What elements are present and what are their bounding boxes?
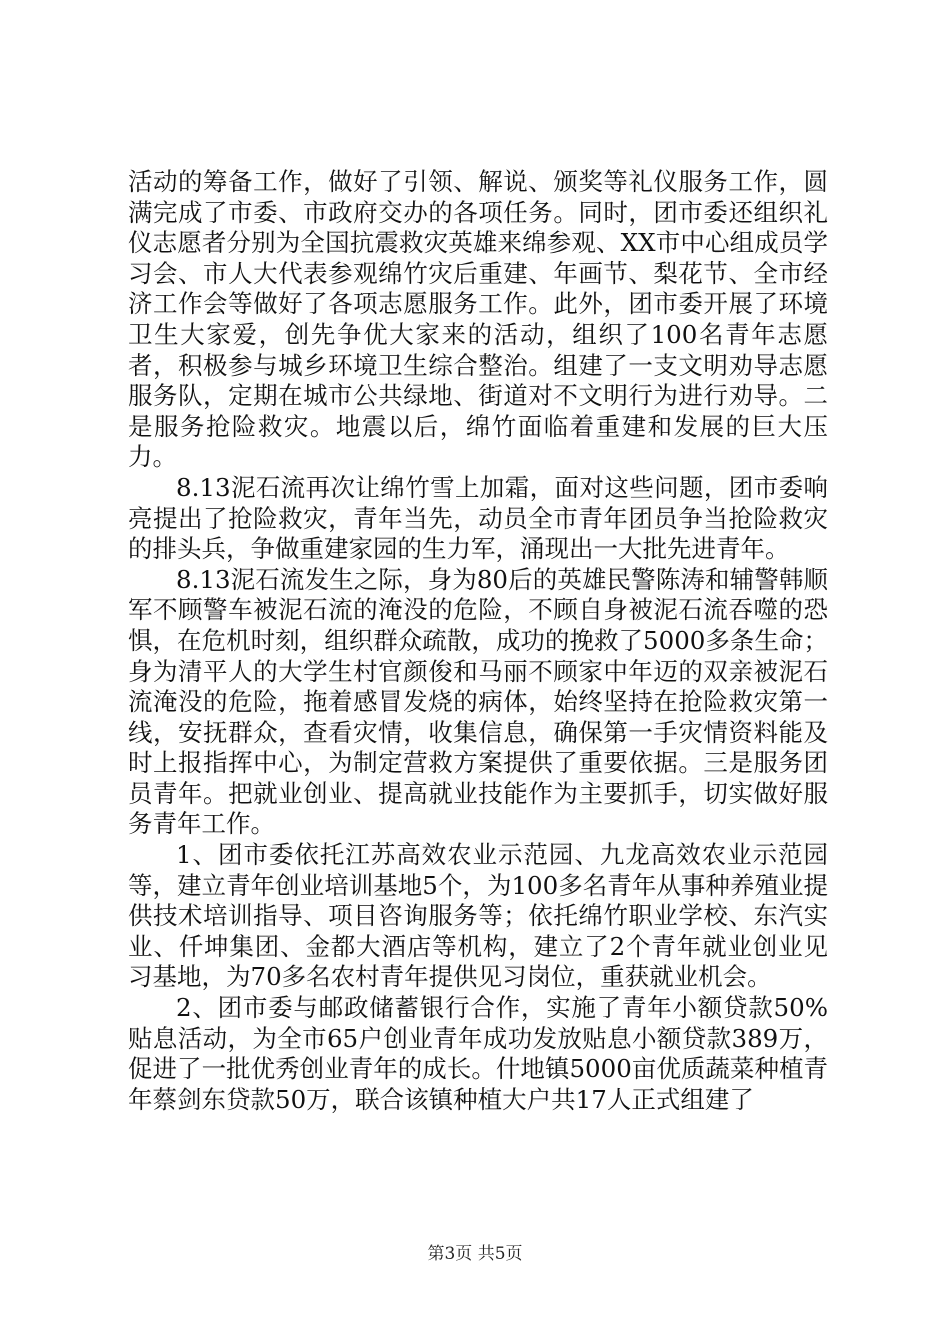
document-body (128, 167, 828, 1115)
paragraph-5: 2、团市委与邮政储蓄银行合作，实施了青年小额贷款50%贴息活动，为全市65户创业青年成功发放贴息小额贷款389万，促进了一批优秀创业青年的成长。什地镇5000亩优质蔬菜种植青年蔡剑东贷款50万，联合该镇种植大户共17人正式组建了 (128, 993, 828, 1114)
paragraph-3: 8.13泥石流发生之际，身为80后的英雄民警陈涛和辅警韩顺军不顾警车被泥石流的淹没的危险，不顾自身被泥石流吞噬的恐惧，在危机时刻，组织群众疏散，成功的挽救了5000多条生命；身为清平人的大学生村官颜俊和马丽不顾家中年迈的双亲被泥石流淹没的危险，拖着感冒发烧的病体，始终坚持在抢险救灾第一线，安抚群众，查看灾情，收集信息，确保第一手灾情资料能及时上报指挥中心，为制定营救方案提供了重要依据。三是服务团员青年。把就业创业、提高就业技能作为主要抓手，切实做好服务青年工作。 (128, 564, 828, 839)
paragraph-1: 活动的筹备工作，做好了引领、解说、颁奖等礼仪服务工作，圆满完成了市委、市政府交办的各项任务。同时，团市委还组织礼仪志愿者分别为全国抗震救灾英雄来绵参观、XX市中心组成员学习会、市人大代表参观绵竹灾后重建、年画节、梨花节、全市经济工作会等做好了各项志愿服务工作。此外，团市委开展了环境卫生大家爱，创先争优大家来的活动，组织了100名青年志愿者，积极参与城乡环境卫生综合整治。组建了一支文明劝导志愿服务队，定期在城市公共绿地、街道对不文明行为进行劝导。二是服务抢险救灾。地震以后，绵竹面临着重建和发展的巨大压力。 (128, 167, 828, 472)
paragraph-4: 1、团市委依托江苏高效农业示范园、九龙高效农业示范园等，建立青年创业培训基地5个，为100多名青年从事种养殖业提供技术培训指导、项目咨询服务等；依托绵竹职业学校、东汽实业、仟坤集团、金都大酒店等机构，建立了2个青年就业创业见习基地，为70多名农村青年提供见习岗位，重获就业机会。 (128, 840, 828, 992)
paragraph-2: 8.13泥石流再次让绵竹雪上加霜，面对这些问题，团市委响亮提出了抢险救灾，青年当先，动员全市青年团员争当抢险救灾的排头兵，争做重建家园的生力军，涌现出一大批先进青年。 (128, 472, 828, 564)
page-number-footer: 第3页 共5页 (427, 1244, 523, 1264)
